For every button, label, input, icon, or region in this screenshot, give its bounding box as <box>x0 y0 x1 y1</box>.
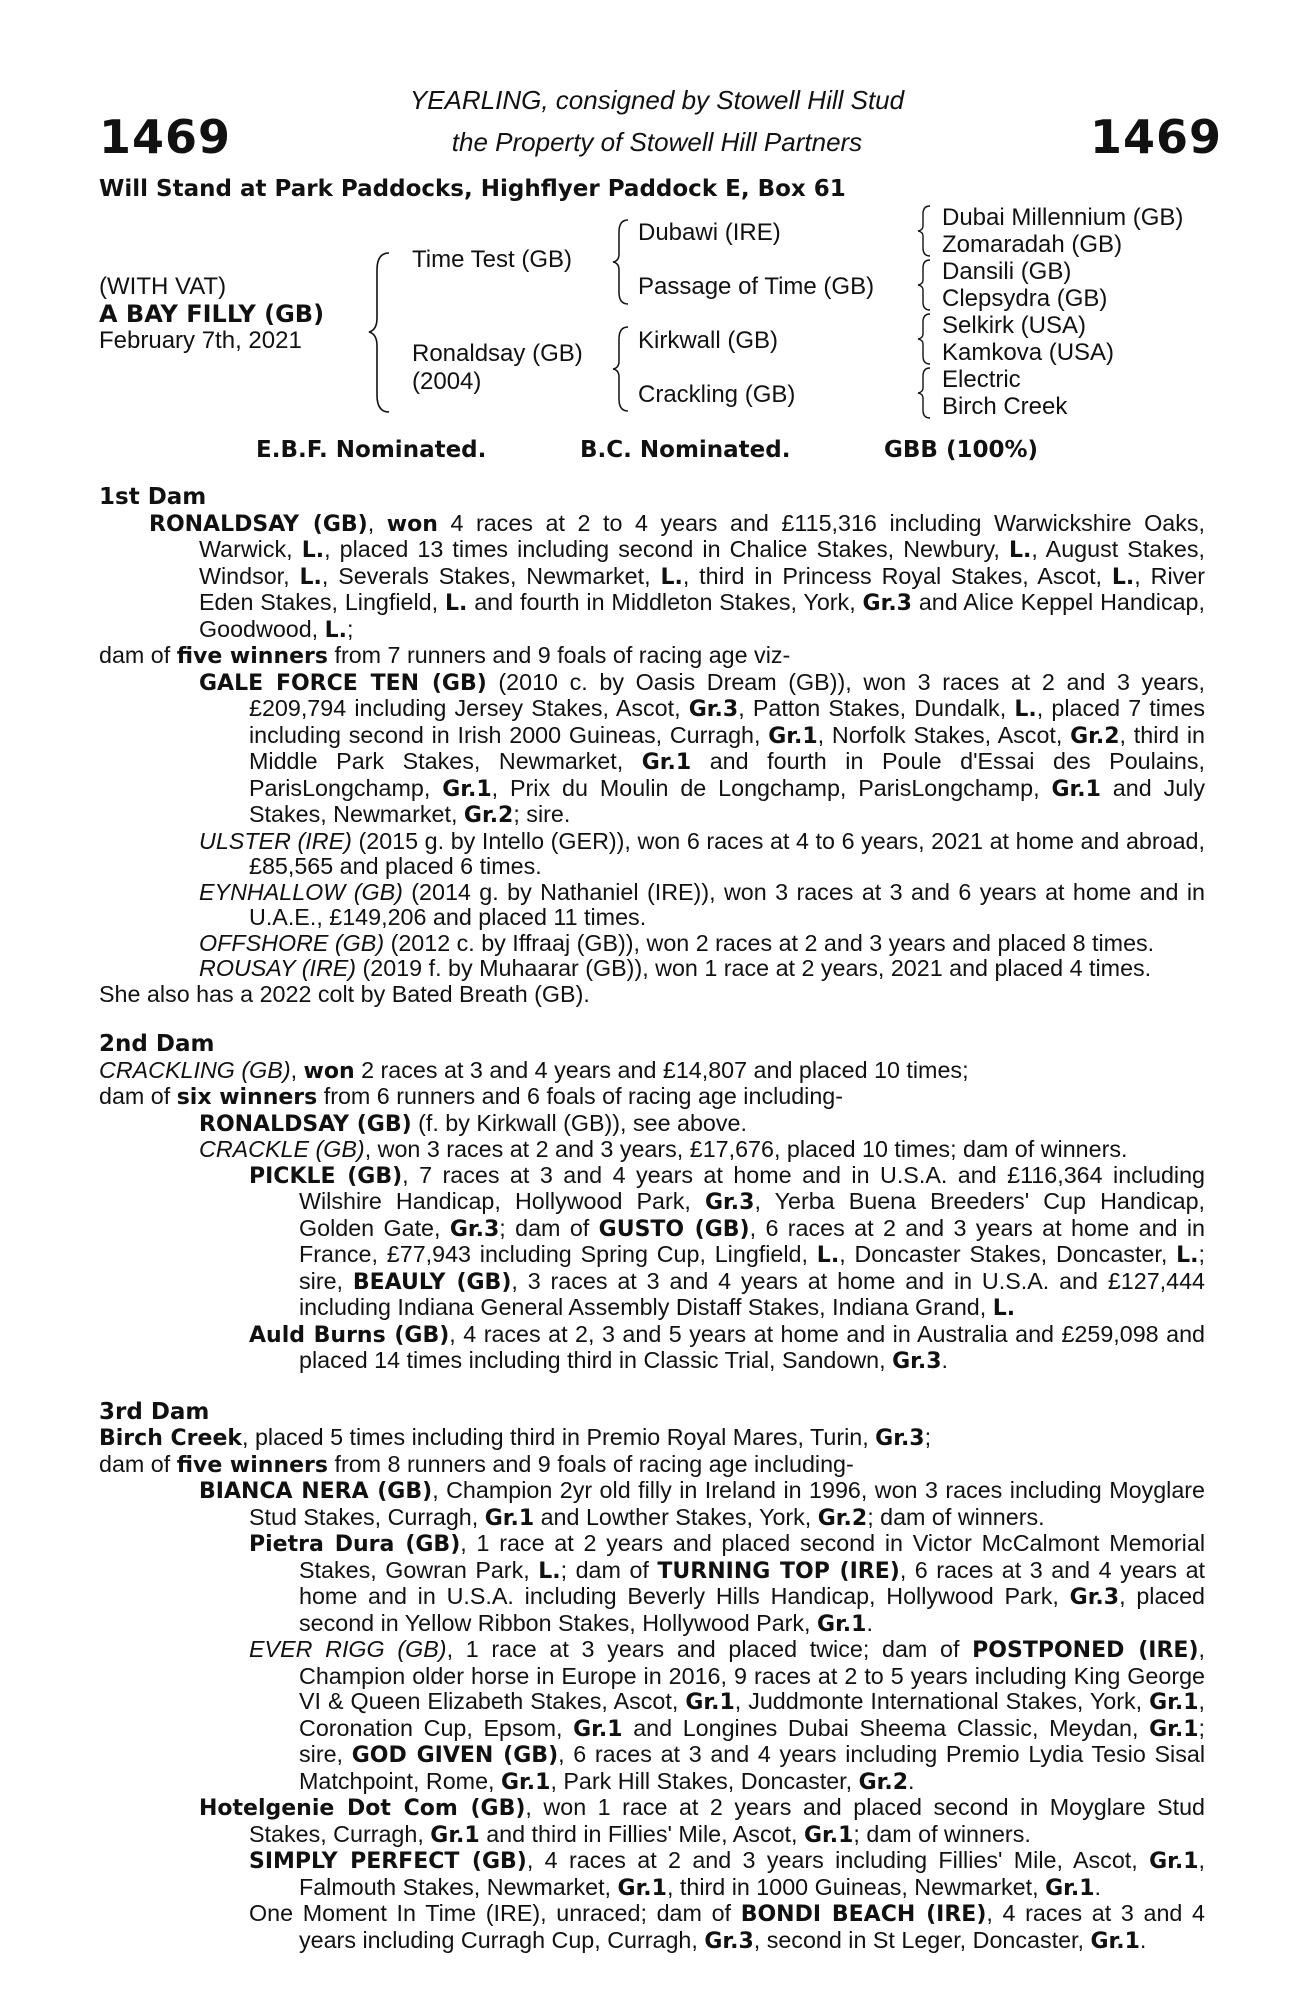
dam-sire: Kirkwall (GB) <box>638 327 779 354</box>
produce-simply-perfect: SIMPLY PERFECT (GB), 4 races at 2 and 3 years including Fillies' Mile, Ascot, Gr.1, Falmouth Stakes, Newmarket, Gr.1, third in 1000 Guineas, Newmarket, Gr.1. <box>249 1847 1205 1901</box>
third-dam-heading: 3rd Dam <box>99 1398 210 1425</box>
produce-hotelgenie-dot-com: Hotelgenie Dot Com (GB), won 1 race at 2 years and placed second in Moyglare Stud Stakes, Curragh, Gr.1 and third in Fillies' Mile, Ascot, Gr.1; dam of winners. <box>199 1794 1205 1848</box>
first-dam-produce-summary: dam of five winners from 7 runners and 9 foals of racing age viz- <box>99 642 791 669</box>
produce-rousay: ROUSAY (IRE) (2019 f. by Muhaarar (GB)), won 1 race at 2 years, 2021 and placed 4 times. <box>199 955 1152 981</box>
third-dam-record: Birch Creek, placed 5 times including third in Premio Royal Mares, Turin, Gr.3; <box>99 1424 932 1451</box>
grandsire-5: Selkirk (USA) <box>942 312 1087 339</box>
sire-sire: Dubawi (IRE) <box>638 219 781 246</box>
third-dam-produce-summary: dam of five winners from 8 runners and 9 foals of racing age including- <box>99 1450 854 1478</box>
produce-ronaldsay: RONALDSAY (GB) (f. by Kirkwall (GB)), see above. <box>199 1109 747 1137</box>
dam-year: (2004) <box>412 368 482 395</box>
produce-ever-rigg: EVER RIGG (GB), 1 race at 3 years and placed twice; dam of POSTPONED (IRE), Champion older horse in Europe in 2016, 9 races at 2 to 5 years including King George VI & Queen Elizabeth Stakes, Ascot, Gr.1, Juddmonte International Stakes, York, Gr.1, Coronation Cup, Epsom, Gr.1 and Longines Dubai Sheema Classic, Meydan, Gr.1; sire, GOD GIVEN (GB), 6 races at 3 and 4 years including Premio Lydia Tesio Sisal Matchpoint, Rome, Gr.1, Park Hill Stakes, Doncaster, Gr.2. <box>249 1636 1205 1795</box>
second-dam-produce-summary: dam of six winners from 6 runners and 6 foals of racing age including- <box>99 1083 844 1110</box>
granddam-4: Clepsydra (GB) <box>942 285 1108 312</box>
produce-bianca-nera: BIANCA NERA (GB), Champion 2yr old filly in Ireland in 1996, won 3 races including Moyglare Stud Stakes, Curragh, Gr.1 and Lowther Stakes, York, Gr.2; dam of winners. <box>199 1477 1206 1531</box>
produce-crackle: CRACKLE (GB), won 3 races at 2 and 3 years, £17,676, placed 10 times; dam of winners. <box>199 1136 1128 1162</box>
grandsire-1: Dubai Millennium (GB) <box>942 204 1184 231</box>
pedigree-brace-g56 <box>915 312 935 366</box>
dam-dam: Crackling (GB) <box>638 381 796 408</box>
pedigree-brace-g34 <box>915 258 935 312</box>
grandsire-3: Dansili (GB) <box>942 258 1072 285</box>
property-line: the Property of Stowell Hill Partners <box>451 127 863 157</box>
pedigree-brace-g12 <box>915 204 935 258</box>
stand-location: Will Stand at Park Paddocks, Highflyer Paddock E, Box 61 <box>99 176 846 202</box>
granddam-8: Birch Creek <box>942 393 1068 420</box>
produce-pickle: PICKLE (GB), 7 races at 3 and 4 years at home and in U.S.A. and £116,364 including Wilshire Handicap, Hollywood Park, Gr.3, Yerba Buena Breeders' Cup Handicap, Golden Gate, Gr.3; dam of GUSTO (GB), 6 races at 2 and 3 years at home and in France, £77,943 including Spring Cup, Lingfield, L., Doncaster Stakes, Doncaster, L.; sire, BEAULY (GB), 3 races at 3 and 4 years at home and in U.S.A. and £127,444 including Indiana General Assembly Distaff Stakes, Indiana Grand, L. <box>249 1161 1205 1321</box>
horse-name: A BAY FILLY (GB) <box>99 300 325 328</box>
pedigree-brace-sire <box>610 218 634 306</box>
gbb-rating: GBB (100%) <box>884 437 1039 463</box>
bc-nomination: B.C. Nominated. <box>580 437 791 463</box>
sire-dam: Passage of Time (GB) <box>638 273 875 300</box>
second-dam-heading: 2nd Dam <box>99 1031 215 1057</box>
dam: Ronaldsay (GB) <box>412 340 583 367</box>
vat-note: (WITH VAT) <box>99 273 227 300</box>
produce-ulster: ULSTER (IRE) (2015 g. by Intello (GER)), won 6 races at 4 to 6 years, 2021 at home and abroad, £85,565 and placed 6 times. <box>199 827 1205 879</box>
sire: Time Test (GB) <box>412 246 573 273</box>
second-dam-record: CRACKLING (GB), won 2 races at 3 and 4 years and £14,807 and placed 10 times; <box>99 1056 969 1084</box>
produce-pietra-dura: Pietra Dura (GB), 1 race at 2 years and placed second in Victor McCalmont Memorial Stakes, Gowran Park, L.; dam of TURNING TOP (IRE), 6 races at 3 and 4 years at home and in U.S.A. including Beverly Hills Handicap, Hollywood Park, Gr.3, placed second in Yellow Ribbon Stakes, Hollywood Park, Gr.1. <box>249 1530 1206 1637</box>
grandsire-7: Electric <box>942 366 1021 393</box>
produce-one-moment-in-time: One Moment In Time (IRE), unraced; dam of BONDI BEACH (IRE), 4 races at 3 and 4 years including Curragh Cup, Curragh, Gr.3, second in St Leger, Doncaster, Gr.1. <box>249 1900 1205 1954</box>
lot-number-right: 1469 <box>1090 110 1223 164</box>
lot-number-left: 1469 <box>99 110 232 164</box>
granddam-2: Zomaradah (GB) <box>942 231 1123 258</box>
pedigree-brace-g78 <box>915 366 935 420</box>
ebf-nomination: E.B.F. Nominated. <box>256 437 487 463</box>
dam-lines <box>99 485 1205 1954</box>
first-dam-2022-foal: She also has a 2022 colt by Bated Breath (GB). <box>99 980 590 1007</box>
foaling-date: February 7th, 2021 <box>99 327 302 354</box>
produce-gale-force-ten: GALE FORCE TEN (GB) (2010 c. by Oasis Dream (GB)), won 3 races at 2 and 3 years, £209,794 including Jersey Stakes, Ascot, Gr.3, Patton Stakes, Dundalk, L., placed 7 times including second in Irish 2000 Guineas, Curragh, Gr.1, Norfolk Stakes, Ascot, Gr.2, third in Middle Park Stakes, Newmarket, Gr.1 and fourth in Poule d'Essai des Poulains, ParisLongchamp, Gr.1, Prix du Moulin de Longchamp, ParisLongchamp, Gr.1 and July Stakes, Newmarket, Gr.2; sire. <box>199 668 1205 828</box>
produce-auld-burns: Auld Burns (GB), 4 races at 2, 3 and 5 years at home and in Australia and £259,098 and placed 14 times including third in Classic Trial, Sandown, Gr.3. <box>249 1320 1205 1374</box>
pedigree-brace-main <box>365 250 395 415</box>
first-dam-record: RONALDSAY (GB), won 4 races at 2 to 4 years and £115,316 including Warwickshire Oaks, Warwick, L., placed 13 times including second in Chalice Stakes, Newbury, L., August Stakes, Windsor, L., Severals Stakes, Newmarket, L., third in Princess Royal Stakes, Ascot, L., River Eden Stakes, Lingfield, L. and fourth in Middleton Stakes, York, Gr.3 and Alice Keppel Handicap, Goodwood, L.; <box>149 509 1205 643</box>
pedigree-brace-dam <box>610 325 634 413</box>
produce-eynhallow: EYNHALLOW (GB) (2014 g. by Nathaniel (IRE)), won 3 races at 3 and 6 years at home and in U.A.E., £149,206 and placed 11 times. <box>199 878 1206 930</box>
consignment-line: YEARLING, consigned by Stowell Hill Stud <box>409 85 905 115</box>
produce-offshore: OFFSHORE (GB) (2012 c. by Iffraaj (GB)), won 2 races at 2 and 3 years and placed 8 times. <box>199 929 1155 956</box>
granddam-6: Kamkova (USA) <box>942 339 1115 366</box>
first-dam-heading: 1st Dam <box>99 484 207 510</box>
